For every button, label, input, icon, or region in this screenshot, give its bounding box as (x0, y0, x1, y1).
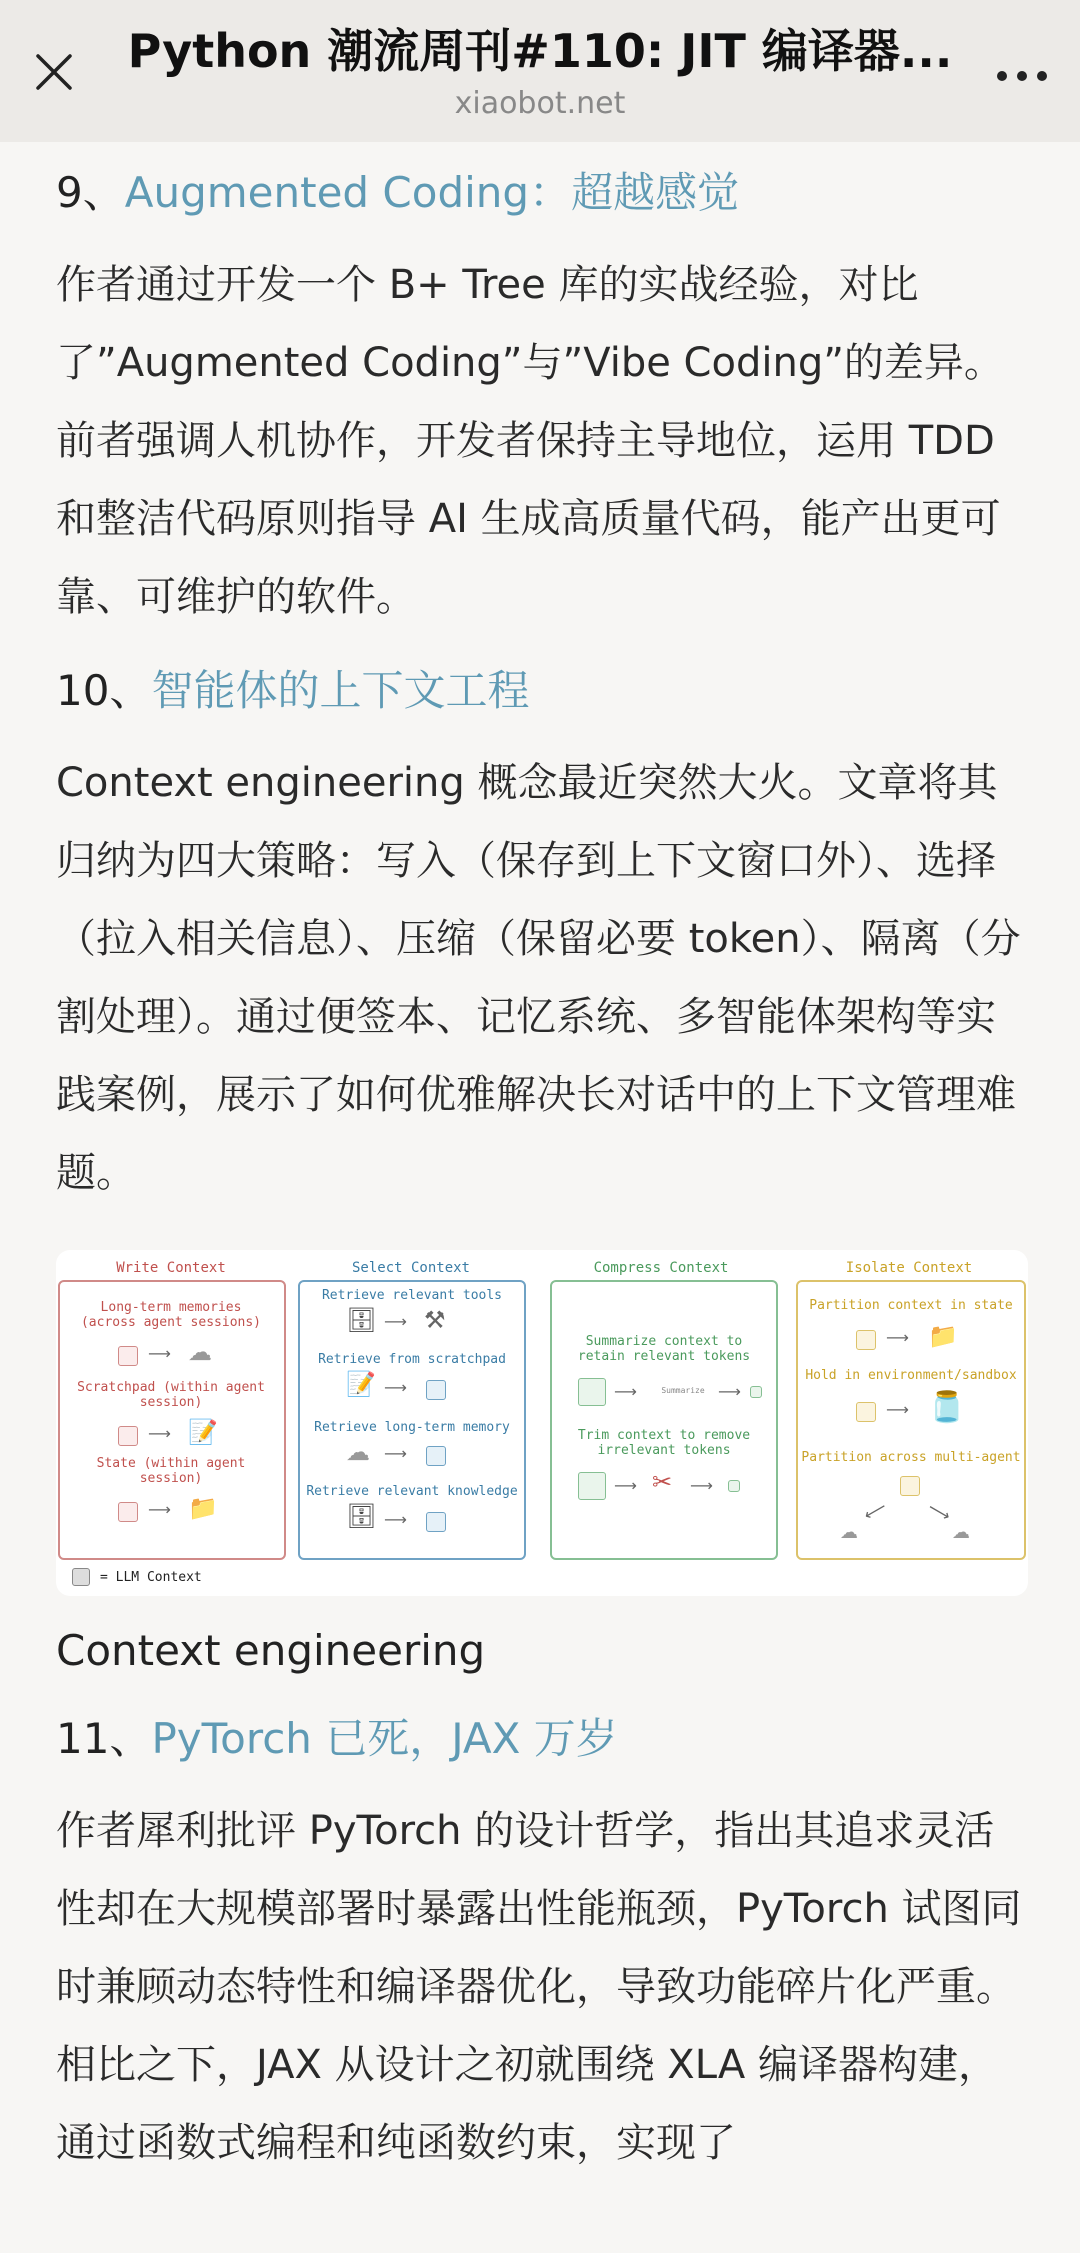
section-number: 9、 (56, 168, 125, 217)
arrow: ⟶ (614, 1476, 637, 1495)
section-body-11: 作者犀利批评 PyTorch 的设计哲学，指出其追求灵活性却在大规模部署时暴露出性能瓶颈，PyTorch 试图同时兼顾动态特性和编译器优化，导致功能碎片化严重。相比之下，JAX 从设计之初就围绕 XLA 编译器构建，通过函数式编程和纯函数约束，实现了 (56, 1808, 1022, 2166)
arrow: ⟶ (148, 1424, 171, 1443)
col-box-compress (550, 1280, 778, 1560)
arrow: ⟶ (886, 1328, 909, 1347)
cabinet-icon: 🗄 (346, 1306, 377, 1334)
llm-context-square (728, 1480, 740, 1492)
col-title-write: Write Context (116, 1260, 226, 1276)
diagram-caption: Context engineering (56, 1626, 486, 1675)
title-area (120, 22, 960, 124)
llm-context-square (750, 1386, 762, 1398)
arrow: ⟶ (886, 1400, 909, 1419)
arrow: ⟶ (384, 1444, 407, 1463)
close-icon (34, 52, 74, 92)
arrow: ⟶ (690, 1476, 713, 1495)
brain-icon: ☁ (952, 1522, 970, 1543)
write-item-1: Long-term memories (across agent sessions) (80, 1300, 261, 1330)
section-heading-9 (56, 166, 1026, 220)
col-title-select: Select Context (351, 1260, 470, 1276)
page-domain: xiaobot.net (454, 86, 626, 121)
close-button[interactable] (26, 44, 82, 100)
arrow: ⟶ (384, 1510, 407, 1529)
legend-square (72, 1568, 90, 1586)
col-title-isolate: Isolate Context (845, 1260, 973, 1276)
section-heading-10 (56, 664, 1026, 718)
llm-context-square (118, 1346, 138, 1366)
col-box-isolate (796, 1280, 1026, 1560)
jar-icon: 🫙 (928, 1390, 966, 1425)
context-engineering-diagram[interactable] (56, 1250, 1028, 1596)
section-body-9: 作者通过开发一个 B+ Tree 库的实战经验，对比了”Augmented Coding”与”Vibe Coding”的差异。前者强调人机协作，开发者保持主导地位，运用 TDD 和整洁代码原则指导 AI 生成高质量代码，能产出更可靠、可维护的软件。 (56, 262, 1004, 620)
section-number: 10、 (56, 666, 152, 715)
cloud-icon: ☁ (188, 1338, 212, 1366)
brain-icon: ☁ (840, 1522, 858, 1543)
article-content (56, 142, 1026, 2182)
compress-item-1: Summarize context to retain relevant tokens (577, 1334, 751, 1364)
llm-context-square (426, 1446, 446, 1466)
llm-context-square (118, 1502, 138, 1522)
legend-label: = LLM Context (100, 1570, 202, 1585)
arrow: ⟶ (718, 1382, 741, 1401)
isolate-item-1: Partition context in state (809, 1298, 1013, 1313)
select-item-2: Retrieve from scratchpad (318, 1352, 506, 1367)
section-number: 11、 (56, 1714, 152, 1763)
write-item-3: State (within agent session) (96, 1456, 246, 1486)
folder-icon: 📁 (188, 1494, 218, 1522)
page-title: Python 潮流周刊#110: JIT 编译器... (127, 24, 953, 78)
cabinet-icon: 🗄 (346, 1502, 377, 1530)
section-link-augmented-coding[interactable]: Augmented Coding：超越感觉 (124, 168, 740, 217)
isolate-item-2: Hold in environment/sandbox (805, 1368, 1017, 1383)
arrow: ⟶ (924, 1497, 955, 1526)
select-item-1: Retrieve relevant tools (321, 1288, 502, 1303)
top-bar (0, 0, 1080, 142)
section-heading-11 (56, 1712, 1026, 1766)
folder-icon: 📁 (928, 1322, 958, 1350)
llm-context-square (118, 1426, 138, 1446)
select-item-3: Retrieve long-term memory (314, 1420, 510, 1435)
llm-context-square (856, 1402, 876, 1422)
llm-context-square (900, 1476, 920, 1496)
arrow: ⟶ (384, 1312, 407, 1331)
select-item-4: Retrieve relevant knowledge (306, 1484, 518, 1499)
write-item-2: Scratchpad (within agent session) (77, 1380, 265, 1410)
isolate-item-3: Partition across multi-agent (801, 1450, 1021, 1465)
col-title-compress: Compress Context (593, 1260, 729, 1276)
arrow: ⟶ (614, 1382, 637, 1401)
section-link-context-engineering[interactable]: 智能体的上下文工程 (151, 666, 530, 715)
more-icon (996, 70, 1048, 82)
summarize-label: Summarize (661, 1386, 705, 1395)
arrow: ⟶ (860, 1497, 891, 1526)
llm-context-square (578, 1472, 606, 1500)
notepad-icon: 📝 (188, 1418, 218, 1446)
section-body-10: Context engineering 概念最近突然大火。文章将其归纳为四大策略：写入（保存到上下文窗口外）、选择（拉入相关信息）、压缩（保留必要 token）、隔离（分割处理）。通过便签本、记忆系统、多智能体架构等实践案例，展示了如何优雅解决长对话中的上下文管理难题。 (56, 760, 1021, 1196)
arrow: ⟶ (384, 1378, 407, 1397)
compress-item-2: Trim context to remove irrelevant tokens (577, 1428, 751, 1458)
llm-context-square (856, 1330, 876, 1350)
llm-context-square (426, 1512, 446, 1532)
llm-context-square (578, 1378, 606, 1406)
section-link-pytorch-jax[interactable]: PyTorch 已死，JAX 万岁 (151, 1714, 618, 1763)
scissors-icon: ✂ (652, 1468, 673, 1496)
more-button[interactable] (990, 52, 1054, 100)
cloud-icon: ☁ (346, 1438, 370, 1466)
notepad-icon: 📝 (346, 1370, 376, 1398)
arrow: ⟶ (148, 1500, 171, 1519)
tools-icon: ⚒ (424, 1306, 446, 1334)
llm-context-square (426, 1380, 446, 1400)
arrow: ⟶ (148, 1344, 171, 1363)
